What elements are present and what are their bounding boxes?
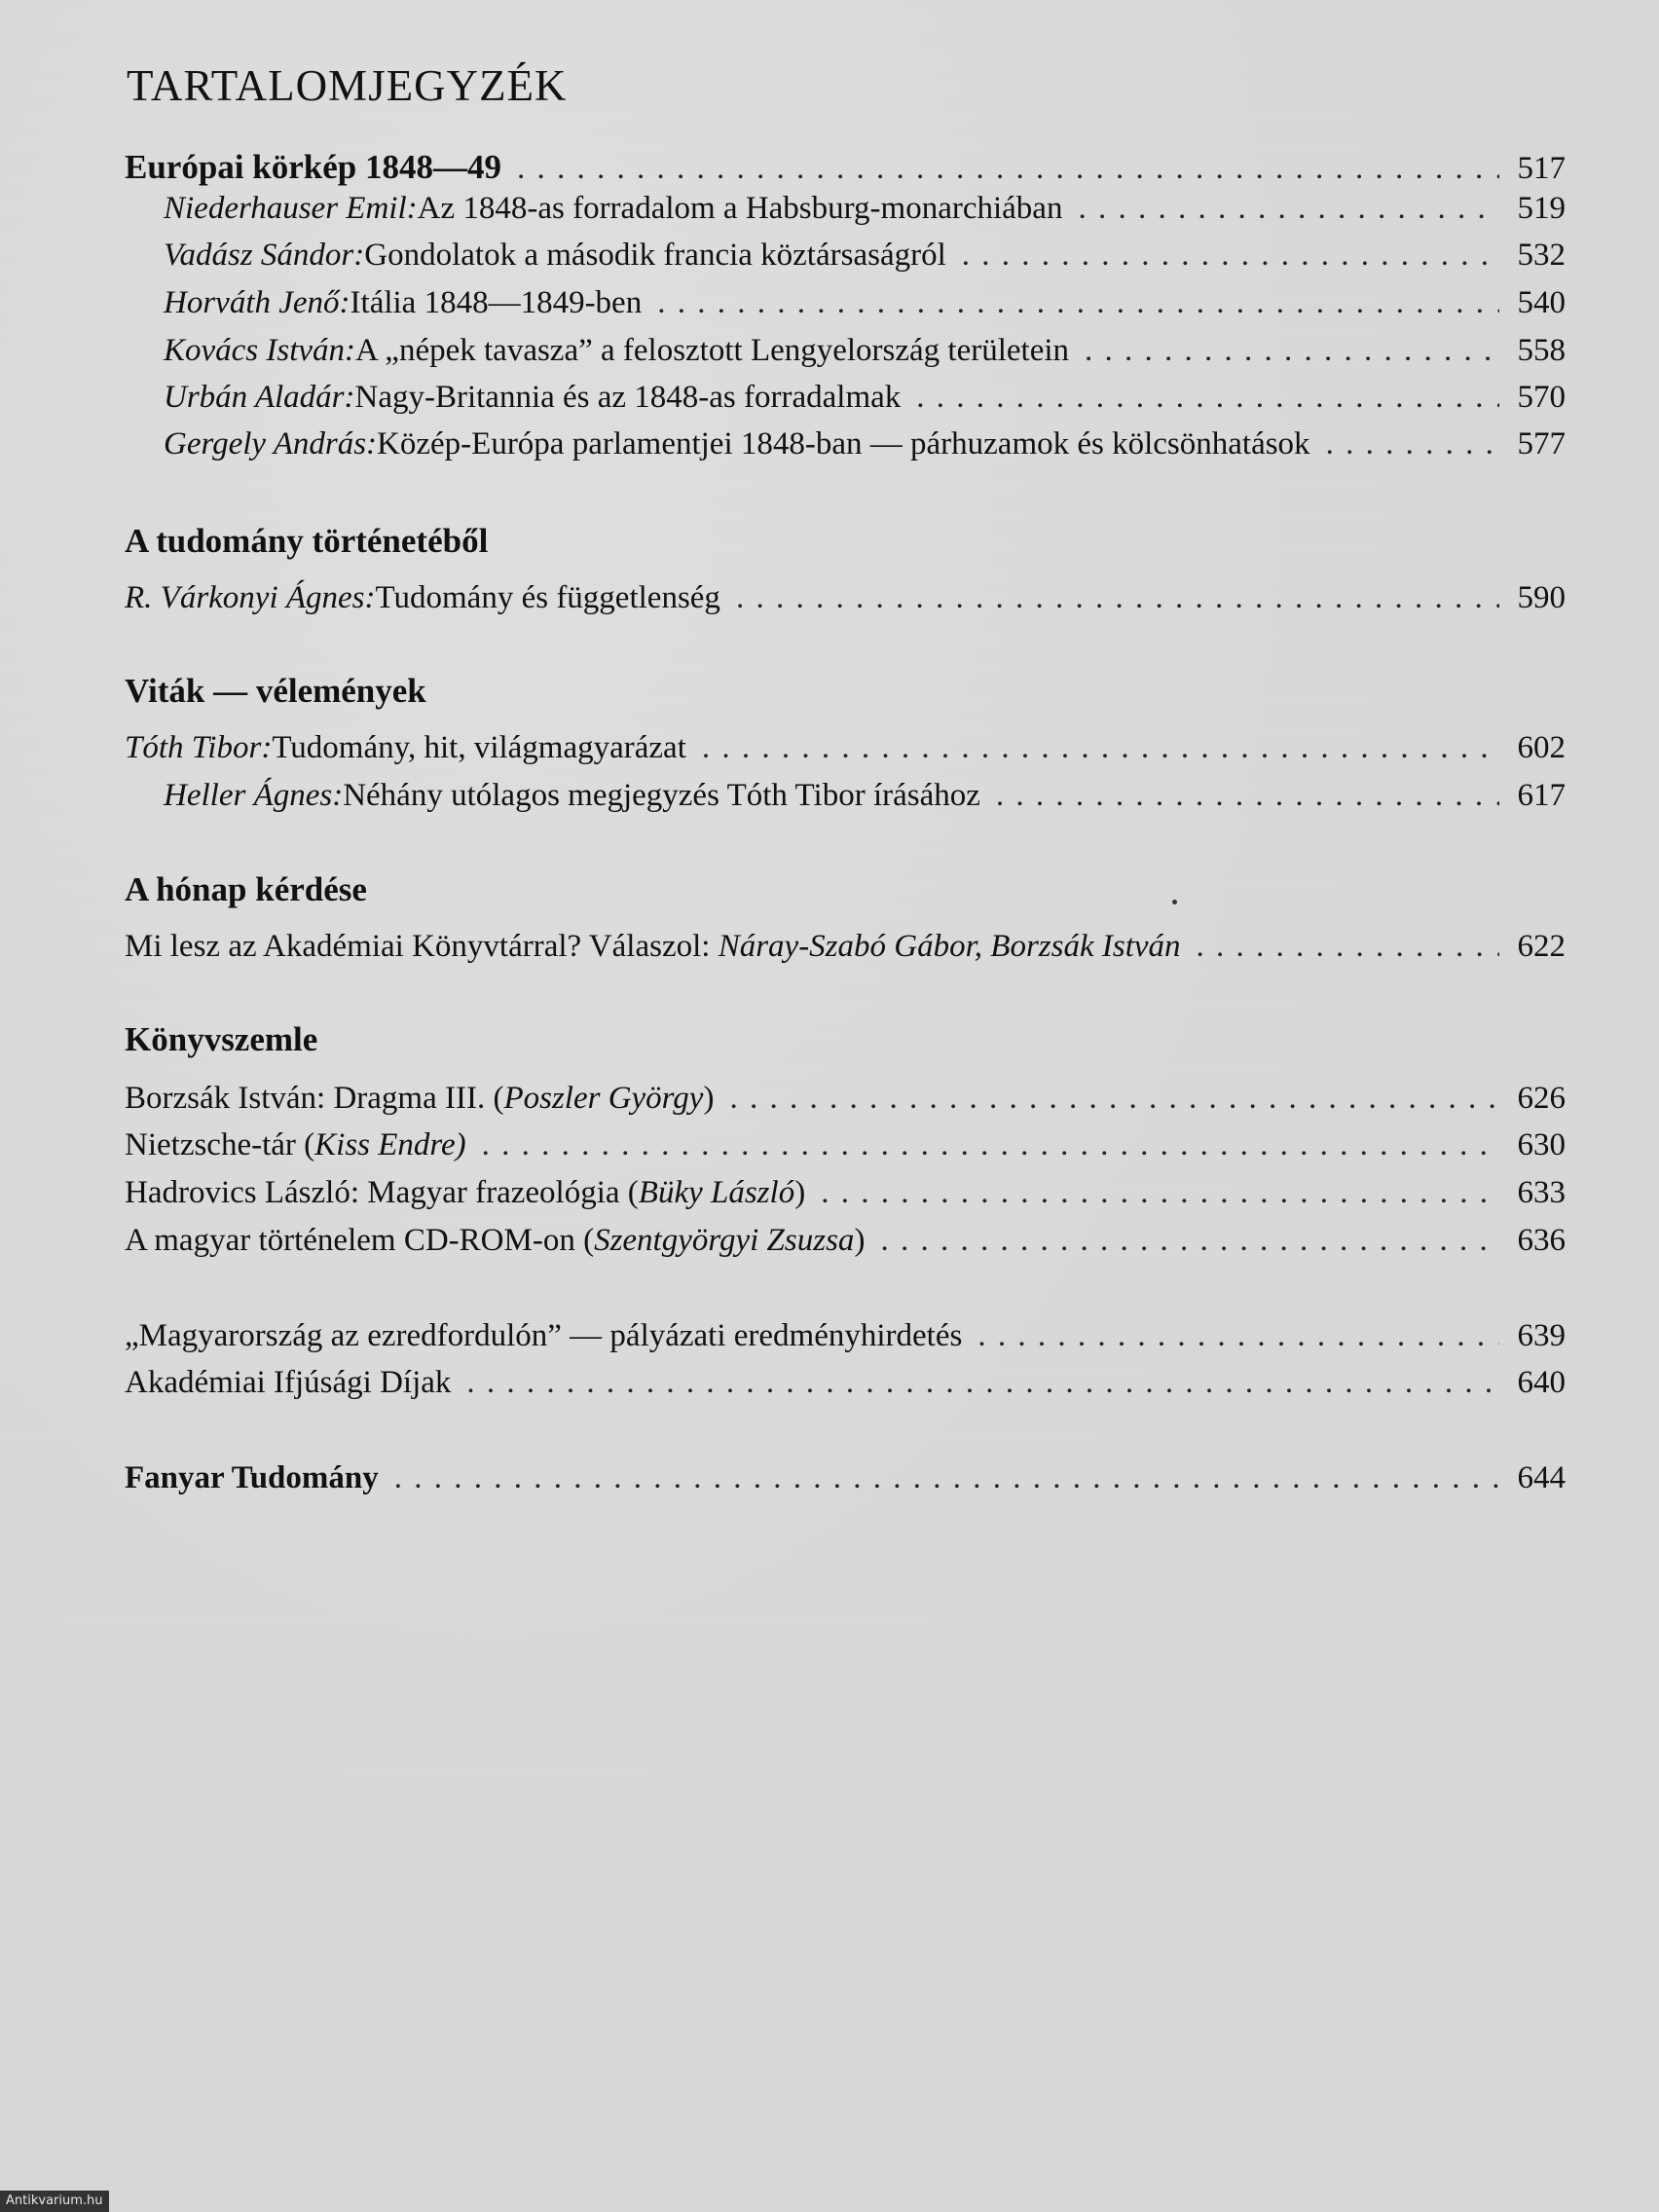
- dot-leader: [1085, 329, 1499, 372]
- section-heading: A hónap kérdése: [125, 870, 367, 908]
- dot-leader: [736, 576, 1499, 619]
- toc-entry: [164, 376, 1566, 419]
- toc-entry: [125, 1124, 1566, 1166]
- entry-reviewer: Büky László: [638, 1175, 795, 1210]
- entry-title: „Magyarország az ezredfordulón” — pályázati eredményhirdetés: [125, 1318, 963, 1353]
- entry-title: Tudomány, hit, világmagyarázat: [272, 730, 686, 765]
- dot-leader: [729, 1077, 1499, 1120]
- entry-title: Néhány utólagos megjegyzés Tóth Tibor írásához: [343, 778, 980, 813]
- entry-suffix: ): [703, 1081, 715, 1116]
- page-number: 570: [1517, 380, 1566, 415]
- entry-author: Náray-Szabó Gábor, Borzsák István: [718, 929, 1181, 964]
- entry-title: Nietzsche-tár (: [125, 1127, 315, 1162]
- entry-title: Mi lesz az Akadémiai Könyvtárral? Válaszol:: [125, 929, 711, 964]
- entry-author: Urbán Aladár:: [164, 380, 355, 415]
- toc-section-europai: [125, 146, 1566, 190]
- dot-leader: [977, 1314, 1499, 1357]
- toc-entry: [125, 925, 1566, 968]
- entry-title: Az 1848-as forradalom a Habsburg-monarchiában: [417, 191, 1063, 226]
- dot-leader: [996, 774, 1499, 817]
- page-number: 639: [1517, 1318, 1566, 1353]
- section-heading: Európai körkép 1848—49: [125, 148, 501, 186]
- page-number: 517: [1517, 151, 1566, 186]
- toc-entry: [164, 423, 1566, 465]
- page-number: 644: [1517, 1460, 1566, 1495]
- page-number: 636: [1517, 1223, 1566, 1258]
- toc-entry: [164, 234, 1566, 276]
- dot-leader: [1078, 187, 1499, 230]
- page-number: 558: [1517, 333, 1566, 368]
- toc-entry: [125, 1077, 1566, 1120]
- section-heading: Viták — vélemények: [125, 672, 426, 710]
- toc-entry: [125, 726, 1566, 769]
- entry-author: Vadász Sándor:: [164, 238, 365, 273]
- entry-suffix: ): [794, 1175, 806, 1210]
- toc-entry: [125, 576, 1566, 619]
- toc-entry: [164, 187, 1566, 230]
- entry-title: Akadémiai Ifjúsági Díjak: [125, 1365, 452, 1400]
- entry-author: Heller Ágnes:: [164, 778, 344, 813]
- page-number: 633: [1517, 1175, 1566, 1210]
- entry-title: Tudomány és függetlenség: [375, 580, 720, 615]
- entry-author: Tóth Tibor:: [125, 730, 273, 765]
- entry-title: Borzsák István: Dragma III. (: [125, 1081, 504, 1116]
- toc-entry: [164, 774, 1566, 817]
- toc-entry: [125, 1171, 1566, 1214]
- entry-author: Horváth Jenő:: [164, 285, 350, 320]
- page-number: 640: [1517, 1365, 1566, 1400]
- dot-leader: [916, 376, 1499, 419]
- dot-leader: [482, 1124, 1499, 1166]
- entry-author: Kovács István:: [164, 333, 356, 368]
- entry-title: Gondolatok a második francia köztársaságról: [364, 238, 946, 273]
- page-title: TARTALOMJEGYZÉK: [127, 61, 568, 110]
- entry-title: Hadrovics László: Magyar frazeológia (: [125, 1175, 639, 1210]
- dot-leader: [962, 234, 1499, 276]
- section-heading: Könyvszemle: [125, 1020, 318, 1058]
- page-number: 626: [1517, 1081, 1566, 1116]
- page-number: 602: [1517, 730, 1566, 765]
- section-heading: A tudomány történetéből: [125, 522, 489, 560]
- dot-leader: [466, 1361, 1499, 1404]
- page-number: 617: [1517, 778, 1566, 813]
- entry-title: Nagy-Britannia és az 1848-as forradalmak: [354, 380, 902, 415]
- entry-reviewer: Kiss Endre): [314, 1127, 466, 1162]
- dot-leader: [1197, 925, 1499, 968]
- dot-leader: [702, 726, 1499, 769]
- toc-entry: [125, 1314, 1566, 1357]
- entry-title: Itália 1848—1849-ben: [350, 285, 643, 320]
- speck: [1172, 900, 1177, 904]
- entry-suffix: ): [854, 1223, 866, 1258]
- entry-reviewer: Szentgyörgyi Zsuzsa: [594, 1223, 855, 1258]
- entry-title: Közép-Európa parlamentjei 1848-ban — párhuzamok és kölcsönhatások: [377, 426, 1310, 461]
- entry-author: Gergely András:: [164, 426, 378, 461]
- entry-reviewer: Poszler György: [503, 1081, 704, 1116]
- page-number: 590: [1517, 580, 1566, 615]
- toc-entry: [125, 1361, 1566, 1404]
- dot-leader: [394, 1456, 1499, 1499]
- dot-leader: [880, 1219, 1499, 1262]
- page-number: 532: [1517, 238, 1566, 273]
- entry-author: R. Várkonyi Ágnes:: [125, 580, 376, 615]
- toc-entry: [164, 329, 1566, 372]
- dot-leader: [1326, 423, 1499, 465]
- entry-title: A magyar történelem CD-ROM-on (: [125, 1223, 595, 1258]
- dot-leader: [821, 1171, 1499, 1214]
- entry-title: Fanyar Tudomány: [125, 1460, 379, 1495]
- page-number: 540: [1517, 285, 1566, 320]
- toc-entry: [125, 1219, 1566, 1262]
- toc-entry-final: [125, 1456, 1566, 1499]
- page-number: 622: [1517, 929, 1566, 964]
- entry-author: Niederhauser Emil:: [164, 191, 418, 226]
- dot-leader: [517, 147, 1499, 190]
- watermark: Antikvarium.hu: [0, 2191, 109, 2212]
- page-number: 630: [1517, 1127, 1566, 1162]
- page-number: 519: [1517, 191, 1566, 226]
- toc-entry: [164, 281, 1566, 324]
- entry-title: A „népek tavasza” a felosztott Lengyelország területein: [355, 333, 1070, 368]
- page-number: 577: [1517, 426, 1566, 461]
- dot-leader: [657, 281, 1499, 324]
